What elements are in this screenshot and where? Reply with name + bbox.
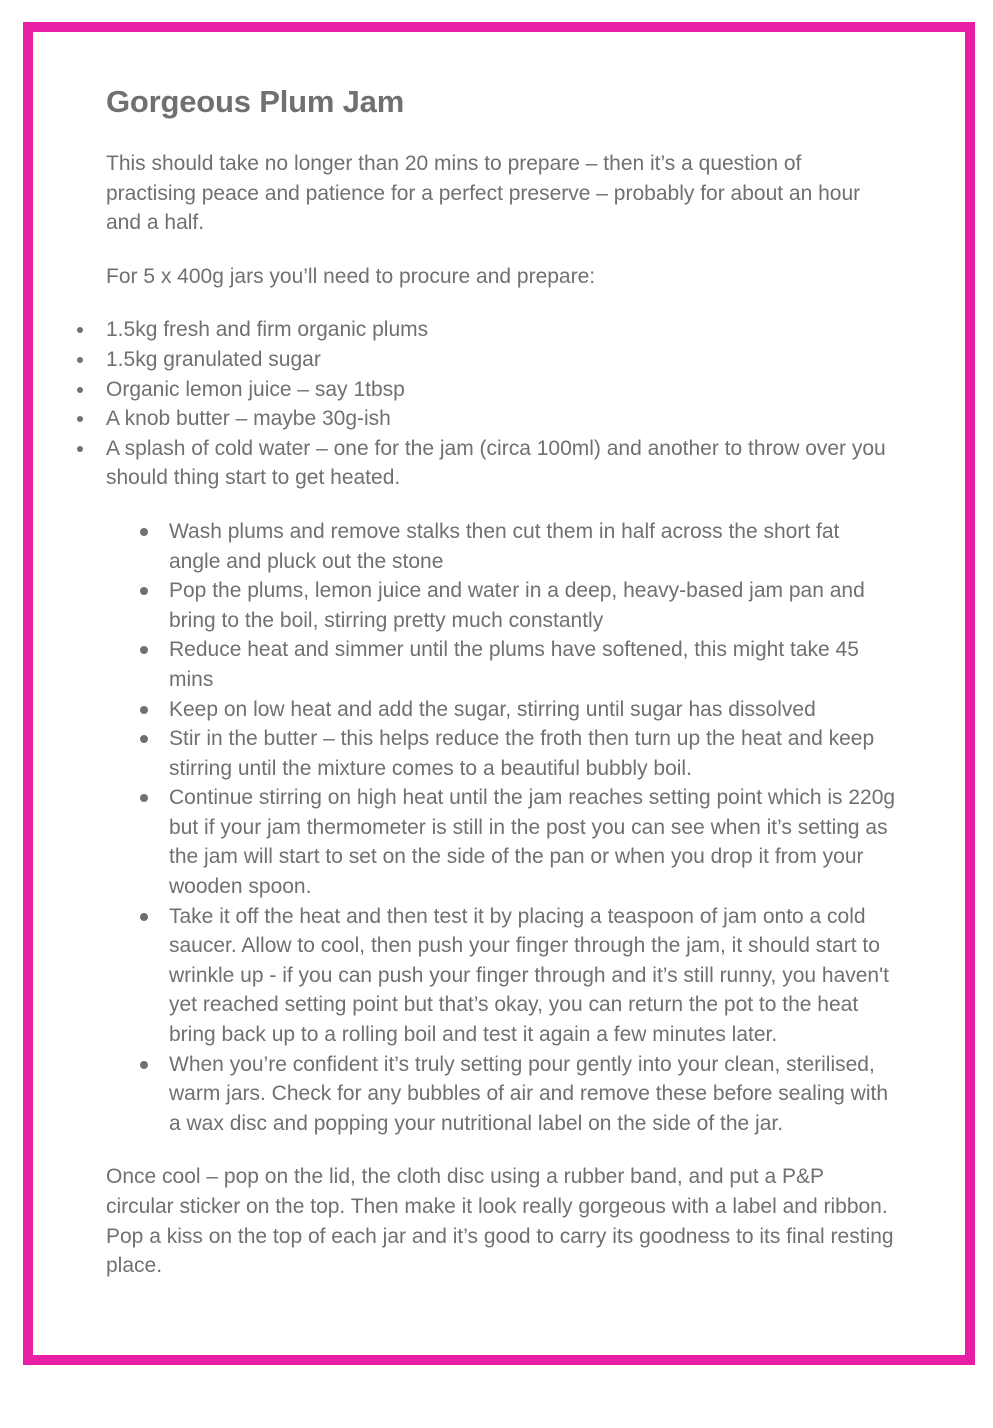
method-step: Stir in the butter – this helps reduce the froth then turn up the heat and keep stirring until the mixture comes to a beautiful bubbly boil. — [169, 724, 896, 783]
ingredient-item: 1.5kg granulated sugar — [106, 345, 896, 375]
ingredient-item: A knob butter – maybe 30g-ish — [106, 404, 896, 434]
recipe-title: Gorgeous Plum Jam — [106, 84, 405, 119]
method-step: Keep on low heat and add the sugar, stirring until sugar has dissolved — [169, 695, 896, 725]
recipe-content — [106, 80, 896, 1281]
method-step: Take it off the heat and then test it by placing a teaspoon of jam onto a cold saucer. Allow to cool, then push your finger through the jam, it should start to wrinkle up - if you can push your finger through and it’s still runny, you haven't yet reached setting point but that’s okay, you can return the pot to the heat bring back up to a rolling boil and test it again a few minutes later. — [169, 902, 896, 1050]
quantity-paragraph: For 5 x 400g jars you’ll need to procure and prepare: — [106, 264, 596, 288]
ingredient-item: Organic lemon juice – say 1tbsp — [106, 375, 896, 405]
ingredient-item: A splash of cold water – one for the jam (circa 100ml) and another to throw over you should thing start to get heated. — [106, 434, 896, 493]
method-step: Wash plums and remove stalks then cut them in half across the short fat angle and pluck out the stone — [169, 517, 896, 576]
intro-paragraph: This should take no longer than 20 mins to prepare – then it’s a question of practising peace and patience for a perfect preserve – probably for about an hour and a half. — [106, 152, 861, 235]
ingredient-item: 1.5kg fresh and firm organic plums — [106, 315, 896, 345]
method-step: Continue stirring on high heat until the jam reaches setting point which is 220g but if your jam thermometer is still in the post you can see when it’s setting as the jam will start to set on the side of the pan or when you drop it from your wooden spoon. — [169, 783, 896, 901]
method-step: Reduce heat and simmer until the plums have softened, this might take 45 mins — [169, 635, 896, 694]
closing-paragraph: Once cool – pop on the lid, the cloth disc using a rubber band, and put a P&P circular sticker on the top. Then make it look really gorgeous with a label and ribbon. Pop a kiss on the top of each jar and it’s good to carry its goodness to its final resting place. — [106, 1165, 894, 1278]
method-steps-list — [169, 517, 896, 1138]
method-step: Pop the plums, lemon juice and water in a deep, heavy-based jam pan and bring to the boil, stirring pretty much constantly — [169, 576, 896, 635]
method-step: When you’re confident it’s truly setting pour gently into your clean, sterilised, warm jars. Check for any bubbles of air and remove these before sealing with a wax disc and popping your nutritional label on the side of the jar. — [169, 1050, 896, 1139]
ingredients-list — [106, 315, 896, 493]
